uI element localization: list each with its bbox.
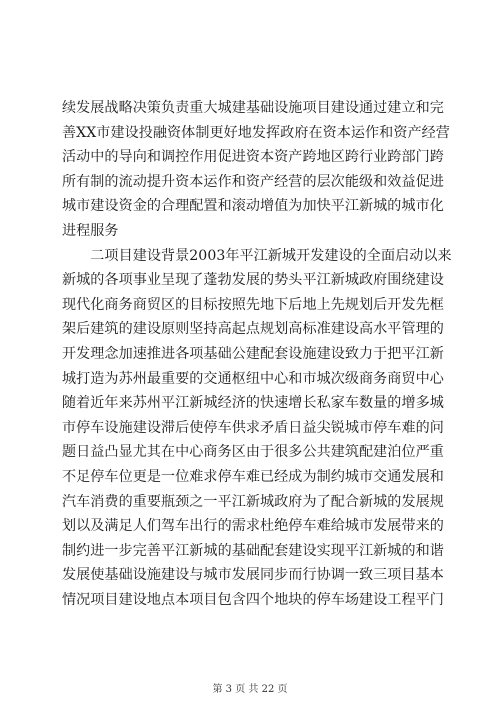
text-line: 续发展战略决策负责重大城建基础设施项目建设通过建立和完 (62, 100, 444, 116)
text-line: 二项目建设背景2003年平江新城开发建设的全面启动以来 (62, 247, 452, 264)
text-line: 现代化商务商贸区的目标按照先地下后地上先规划后开发先框 (62, 296, 444, 313)
text-line: 新城的各项事业呈现了蓬勃发展的势头平江新城政府围绕建设 (62, 272, 444, 289)
text-line: 架后建筑的建设原则坚持高起点规划高标准建设高水平管理的 (62, 321, 444, 338)
text-line: 划以及满足人们驾车出行的需求杜绝停车难给城市发展带来的 (62, 518, 444, 535)
text-line: 发展使基础设施建设与城市发展同步而行协调一致三项目基本 (62, 567, 444, 584)
text-line: 制约进一步完善平江新城的基础配套建设实现平江新城的和谐 (62, 542, 444, 559)
page-footer: 第 3 页 共 22 页 (212, 684, 288, 695)
text-line: 善XX市建设投融资体制更好地发挥政府在资本运作和资产经营 (62, 124, 450, 141)
text-line: 城打造为苏州最重要的交通枢纽中心和市城次级商务商贸中心 (62, 370, 444, 387)
text-line: 情况项目建设地点本项目包含四个地块的停车场建设工程平门 (62, 591, 444, 608)
text-line: 题日益凸显尤其在中心商务区由于很多公共建筑配建泊位严重 (62, 444, 444, 461)
text-line: 汽车消费的重要瓶颈之一平江新城政府为了配合新城的发展规 (62, 493, 444, 510)
text-line: 城市建设资金的合理配置和滚动增值为加快平江新城的城市化 (62, 198, 444, 215)
text-line: 活动中的导向和调控作用促进资本资产跨地区跨行业跨部门跨 (62, 149, 444, 166)
body-text (62, 96, 452, 612)
text-line: 进程服务 (62, 222, 119, 239)
text-line: 开发理念加速推进各项基础公建配套设施建设致力于把平江新 (62, 345, 444, 362)
text-line: 随着近年来苏州平江新城经济的快速增长私家车数量的增多城 (62, 395, 444, 412)
text-line: 市停车设施建设滞后使停车供求矛盾日益尖锐城市停车难的问 (62, 419, 444, 436)
text-line: 所有制的流动提升资本运作和资产经营的层次能级和效益促进 (62, 173, 444, 190)
text-line: 不足停车位更是一位难求停车难已经成为制约城市交通发展和 (62, 468, 444, 485)
